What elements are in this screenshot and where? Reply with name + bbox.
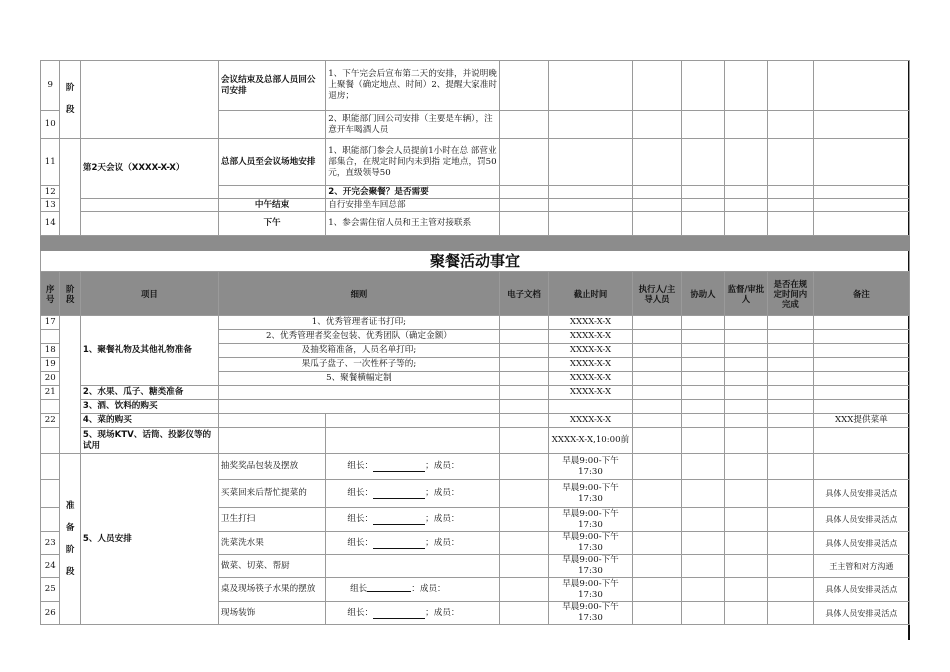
deadline-cell bbox=[549, 400, 633, 414]
note-cell: 具体人员安排灵活点 bbox=[813, 508, 909, 532]
note-cell bbox=[813, 454, 909, 480]
header-stage: 阶段 bbox=[60, 272, 80, 316]
row-number: 9 bbox=[41, 61, 60, 111]
deadline-cell: XXXX-X-X bbox=[549, 372, 633, 386]
detail-cell: 1、职能部门参会人员提前1小时在总 部营业部集合，在规定时间内未到指 定地点，罚50元，直级领导50 bbox=[326, 139, 500, 186]
section-title-row bbox=[41, 251, 910, 272]
row-number bbox=[41, 428, 60, 454]
stage-cell bbox=[60, 316, 80, 454]
header-exec: 执行人/主导人员 bbox=[632, 272, 681, 316]
item-cell: 总部人员至会议场地安排 bbox=[218, 139, 325, 186]
staff-table bbox=[40, 453, 910, 625]
table-row bbox=[41, 428, 910, 454]
row-number: 22 bbox=[41, 414, 60, 428]
task-cell: 做菜、切菜、帮厨 bbox=[218, 555, 325, 578]
detail-cell: 2、优秀管理者奖金包装、优秀团队（确定金额） bbox=[218, 330, 499, 344]
header-item: 项目 bbox=[80, 272, 218, 316]
header-assist: 协助人 bbox=[681, 272, 724, 316]
deadline-cell: XXXX-X-X bbox=[549, 344, 633, 358]
detail-cell: 1、参会需住宿人员和王主管对接联系 bbox=[326, 212, 500, 236]
row-number: 19 bbox=[41, 358, 60, 372]
table-row bbox=[41, 199, 910, 212]
table-row bbox=[41, 139, 910, 186]
assign-cell bbox=[326, 555, 500, 578]
row-number bbox=[41, 454, 60, 480]
assign-cell: 组长 ：成员： bbox=[326, 578, 500, 602]
table-row bbox=[41, 61, 910, 111]
section-bar bbox=[41, 236, 910, 251]
row-number: 14 bbox=[41, 212, 60, 236]
stage-cell: 准 备 阶 段 bbox=[60, 454, 80, 625]
detail-cell: 1、优秀管理者证书打印; bbox=[218, 316, 499, 330]
note-cell: 具体人员安排灵活点 bbox=[813, 578, 909, 602]
table-row bbox=[41, 212, 910, 236]
row-number: 21 bbox=[41, 386, 60, 400]
item-cell: 1、聚餐礼物及其他礼物准备 bbox=[80, 316, 218, 386]
item-cell: 5、人员安排 bbox=[80, 454, 218, 625]
assign-cell: 组长： ；成员： bbox=[326, 508, 500, 532]
row-number bbox=[41, 508, 60, 532]
header-deadline: 截止时间 bbox=[549, 272, 633, 316]
note-cell: XXX提供菜单 bbox=[813, 414, 909, 428]
header-detail: 细则 bbox=[218, 272, 499, 316]
staff-row bbox=[41, 454, 910, 480]
stage-cell: 阶 段 bbox=[60, 61, 80, 139]
row-number bbox=[41, 330, 60, 344]
table-row bbox=[41, 400, 910, 414]
row-number: 12 bbox=[41, 186, 60, 199]
assign-cell: 组长： ；成员： bbox=[326, 602, 500, 625]
detail-cell: 2、开完会聚餐？是否需要 bbox=[326, 186, 500, 199]
row-number: 24 bbox=[41, 555, 60, 578]
row-number: 20 bbox=[41, 372, 60, 386]
table-row bbox=[41, 414, 910, 428]
detail-cell: 果瓜子盘子、一次性杯子等的; bbox=[218, 358, 499, 372]
schedule-table bbox=[40, 60, 910, 454]
item-cell: 2、水果、瓜子、糖类准备 bbox=[80, 386, 218, 400]
detail-cell: 5、聚餐横幅定制 bbox=[218, 372, 499, 386]
note-cell: 王主管和对方沟通 bbox=[813, 555, 909, 578]
row-number: 23 bbox=[41, 532, 60, 555]
section-title: 聚餐活动事宜 bbox=[41, 251, 910, 272]
assign-cell: 组长： ；成员： bbox=[326, 532, 500, 555]
day-cell bbox=[80, 61, 218, 139]
task-cell: 洗菜洗水果 bbox=[218, 532, 325, 555]
time-cell: 早晨9:00-下午17:30 bbox=[549, 454, 633, 480]
row-number: 13 bbox=[41, 199, 60, 212]
detail-cell: 自行安排坐车回总部 bbox=[326, 199, 500, 212]
time-cell: 早晨9:00-下午17:30 bbox=[549, 578, 633, 602]
note-cell: 具体人员安排灵活点 bbox=[813, 480, 909, 508]
note-cell: 具体人员安排灵活点 bbox=[813, 602, 909, 625]
header-doc: 电子文档 bbox=[500, 272, 549, 316]
table-row bbox=[41, 386, 910, 400]
detail-cell: 及抽奖箱准备，人员名单打印; bbox=[218, 344, 499, 358]
item-cell: 中午结束 bbox=[218, 199, 325, 212]
detail-cell: 2、职能部门回公司安排（主要是车辆），注意开车喝酒人员 bbox=[326, 111, 500, 139]
table-row bbox=[41, 316, 910, 330]
day2-label: 第2天会议（XXXX-X-X） bbox=[80, 139, 218, 199]
task-cell: 卫生打扫 bbox=[218, 508, 325, 532]
deadline-cell: XXXX-X-X bbox=[549, 316, 633, 330]
item-cell: 会议结束及总部人员回公司安排 bbox=[218, 61, 325, 111]
deadline-cell: XXXX-X-X bbox=[549, 358, 633, 372]
detail-cell: 1、下午完会后宣布第二天的安排，并说明晚上聚餐（确定地点、时间）2、提醒大家准时退房； bbox=[326, 61, 500, 111]
deadline-cell: XXXX-X-X bbox=[549, 386, 633, 400]
task-cell: 买菜回来后帮忙提菜的 bbox=[218, 480, 325, 508]
row-number: 25 bbox=[41, 578, 60, 602]
assign-cell: 组长： ；成员： bbox=[326, 454, 500, 480]
item-cell: 5、现场KTV、话筒、投影仪等的试用 bbox=[80, 428, 218, 454]
time-cell: 早晨9:00-下午17:30 bbox=[549, 532, 633, 555]
deadline-cell: XXXX-X-X bbox=[549, 414, 633, 428]
header-no: 序号 bbox=[41, 272, 60, 316]
deadline-cell: XXXX-X-X bbox=[549, 330, 633, 344]
row-number bbox=[41, 400, 60, 414]
header-note: 备注 bbox=[813, 272, 909, 316]
time-cell: 早晨9:00-下午17:30 bbox=[549, 555, 633, 578]
deadline-cell: XXXX-X-X,10:00前 bbox=[549, 428, 633, 454]
task-cell: 现场装饰 bbox=[218, 602, 325, 625]
row-number bbox=[41, 480, 60, 508]
item-cell: 4、菜的购买 bbox=[80, 414, 218, 428]
row-number: 26 bbox=[41, 602, 60, 625]
note-cell: 具体人员安排灵活点 bbox=[813, 532, 909, 555]
time-cell: 早晨9:00-下午17:30 bbox=[549, 508, 633, 532]
row-number: 11 bbox=[41, 139, 60, 186]
row-number: 17 bbox=[41, 316, 60, 330]
row-number: 18 bbox=[41, 344, 60, 358]
spreadsheet bbox=[40, 60, 910, 625]
header-done: 是否在规定时间内完成 bbox=[767, 272, 813, 316]
assign-cell: 组长： ；成员： bbox=[326, 480, 500, 508]
row-number: 10 bbox=[41, 111, 60, 139]
header-supervise: 监督/审批人 bbox=[724, 272, 767, 316]
time-cell: 早晨9:00-下午17:30 bbox=[549, 602, 633, 625]
item-cell: 3、酒、饮料的购买 bbox=[80, 400, 218, 414]
header-row bbox=[41, 272, 910, 316]
task-cell: 抽奖奖品包装及摆放 bbox=[218, 454, 325, 480]
time-cell: 早晨9:00-下午17:30 bbox=[549, 480, 633, 508]
task-cell: 桌及现场筷子水果的摆放 bbox=[218, 578, 325, 602]
item-cell: 下午 bbox=[218, 212, 325, 236]
